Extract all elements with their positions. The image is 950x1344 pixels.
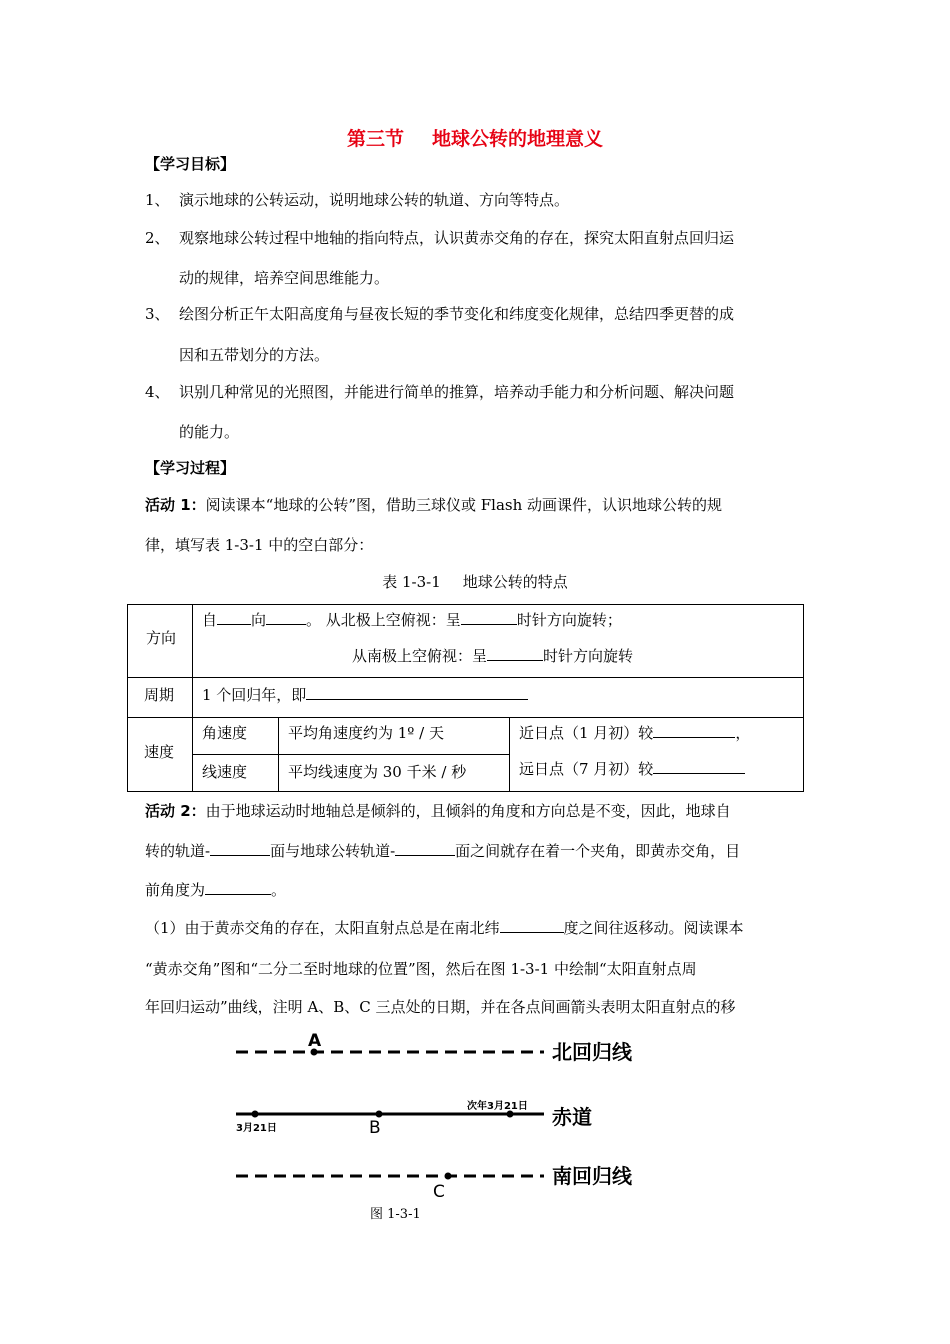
- period-label: 周期: [144, 686, 175, 704]
- goal-2-cont: 动的规律，培养空间思维能力。: [179, 269, 390, 287]
- activity2-line2: 转的轨道- 面与地球公转轨道- 面之间就存在着一个夹角，即黄赤交角，目: [145, 842, 741, 860]
- start-date-dot: [252, 1111, 259, 1118]
- point-c-dot: [445, 1173, 452, 1180]
- equator-label: 赤道: [552, 1105, 592, 1129]
- goal-3: 3、 绘图分析正午太阳高度角与昼夜长短的季节变化和纬度变化规律，总结四季更替的成: [145, 305, 735, 323]
- title-topic: 地球公转的地理意义: [432, 128, 604, 150]
- point-b-label: B: [369, 1118, 381, 1138]
- goals-heading: 【学习目标】: [145, 155, 236, 173]
- goal-4-cont: 的能力。: [179, 423, 240, 441]
- north-tropic-label: 北回归线: [552, 1040, 632, 1064]
- aphelion-text: 远日点（7 月初）较: [519, 758, 745, 779]
- direction-label: 方向: [146, 629, 177, 647]
- page-title: [0, 124, 950, 151]
- start-date-label: 3月21日: [236, 1123, 277, 1134]
- linear-speed-text: 平均线速度为 30 千米 / 秒: [288, 763, 467, 781]
- process-heading: 【学习过程】: [145, 459, 236, 477]
- figure-caption: 图 1-3-1: [370, 1207, 421, 1222]
- south-tropic-label: 南回归线: [552, 1164, 632, 1188]
- angular-speed-label: 角速度: [202, 724, 248, 742]
- item1-line1: （1）由于黄赤交角的存在，太阳直射点总是在南北纬 度之间往返移动。阅读课本: [145, 919, 744, 937]
- blank-aphelion[interactable]: [653, 759, 745, 774]
- activity1-line2: 律，填写表 1-3-1 中的空白部分：: [145, 536, 374, 554]
- blank-equator-plane[interactable]: [210, 841, 270, 856]
- goal-4: 4、 识别几种常见的光照图，并能进行简单的推算，培养动手能力和分析问题、解决问题: [145, 383, 735, 401]
- angular-speed-text: 平均角速度约为 1º / 天: [288, 724, 444, 742]
- solar-migration-figure: [230, 1030, 660, 1200]
- blank-to[interactable]: [266, 610, 306, 625]
- blank-ecliptic-plane[interactable]: [395, 841, 455, 856]
- item1-line2: “黄赤交角”图和“二分二至时地球的位置”图，然后在图 1-3-1 中绘制“太阳直射点周: [145, 960, 697, 978]
- blank-period[interactable]: [306, 685, 528, 700]
- direction-line2: 从南极上空俯视：呈 时针方向旋转: [352, 647, 634, 665]
- point-b-dot: [376, 1111, 383, 1118]
- speed-label: 速度: [144, 743, 175, 761]
- linear-speed-label: 线速度: [202, 763, 248, 781]
- activity2-line1: 活动 2：由于地球运动时地轴总是倾斜的，且倾斜的角度和方向总是不变，因此，地球自: [145, 802, 731, 820]
- blank-obliquity[interactable]: [205, 880, 271, 895]
- blank-from[interactable]: [217, 610, 251, 625]
- title-section: 第三节: [346, 128, 404, 150]
- direction-line1: 自 向 。 从北极上空俯视：呈 时针方向旋转；: [202, 611, 622, 629]
- blank-north-clockwise[interactable]: [461, 610, 517, 625]
- goal-3-cont: 因和五带划分的方法。: [179, 346, 330, 364]
- point-a-label: A: [308, 1031, 322, 1051]
- activity1-line1: 活动 1：阅读课本“地球的公转”图，借助三球仪或 Flash 动画课件，认识地球公转的规: [145, 496, 723, 514]
- goal-2: 2、 观察地球公转过程中地轴的指向特点，认识黄赤交角的存在，探究太阳直射点回归运: [145, 229, 735, 247]
- blank-perihelion[interactable]: [653, 723, 735, 738]
- table-caption: 表 1-3-1 地球公转的特点: [382, 573, 568, 591]
- blank-south-clockwise[interactable]: [487, 646, 543, 661]
- item1-line3: 年回归运动”曲线，注明 A、B、C 三点处的日期，并在各点间画箭头表明太阳直射点的移: [145, 998, 736, 1016]
- blank-latitude[interactable]: [500, 918, 564, 933]
- end-date-label: 次年3月21日: [467, 1101, 528, 1112]
- point-c-label: C: [433, 1182, 445, 1200]
- activity2-line3: 前角度为 。: [145, 881, 287, 899]
- period-text: 1 个回归年，即: [202, 684, 528, 705]
- revolution-table: [127, 604, 804, 792]
- goal-1: 1、 演示地球的公转运动，说明地球公转的轨道、方向等特点。: [145, 191, 570, 209]
- perihelion-text: 近日点（1 月初）较 ，: [519, 724, 751, 742]
